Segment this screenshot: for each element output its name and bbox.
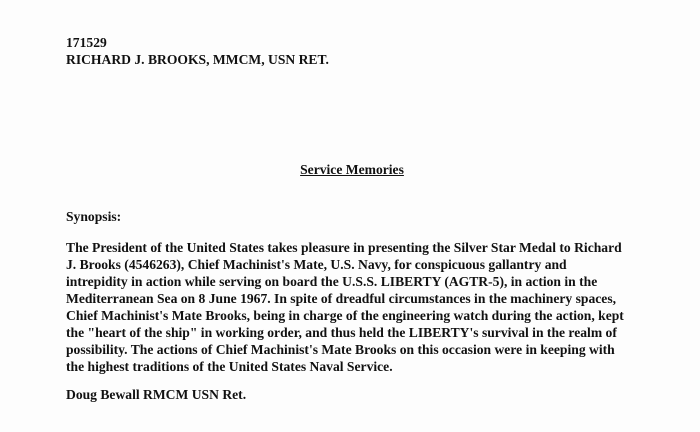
body-line: J. Brooks (4546263), Chief Machinist's Mate, U.S. Navy, for conspicuous gallantry and xyxy=(66,257,567,272)
signature-line: Doug Bewall RMCM USN Ret. xyxy=(66,387,247,402)
body-line: Mediterranean Sea on 8 June 1967. In spite of dreadful circumstances in the machinery spaces, xyxy=(66,291,617,306)
document-id-number: 171529 xyxy=(66,35,107,50)
body-line: the highest traditions of the United States Naval Service. xyxy=(66,359,393,374)
body-line: The President of the United States takes pleasure in presenting the Silver Star Medal to Richard xyxy=(66,240,622,255)
synopsis-label: Synopsis: xyxy=(66,209,122,224)
addressee-name: RICHARD J. BROOKS, MMCM, USN RET. xyxy=(66,52,329,67)
document-title: Service Memories xyxy=(300,162,404,177)
body-line: possibility. The actions of Chief Machinist's Mate Brooks on this occasion were in keeping with xyxy=(66,342,615,357)
body-line: the "heart of the ship" in working order, and thus held the LIBERTY's survival in the realm of xyxy=(66,325,617,340)
body-line: intrepidity in action while serving on board the U.S.S. LIBERTY (AGTR-5), in action in the xyxy=(66,274,598,289)
citation-body xyxy=(66,239,671,375)
body-line: Chief Machinist's Mate Brooks, being in charge of the engineering watch during the action, kept xyxy=(66,308,624,323)
